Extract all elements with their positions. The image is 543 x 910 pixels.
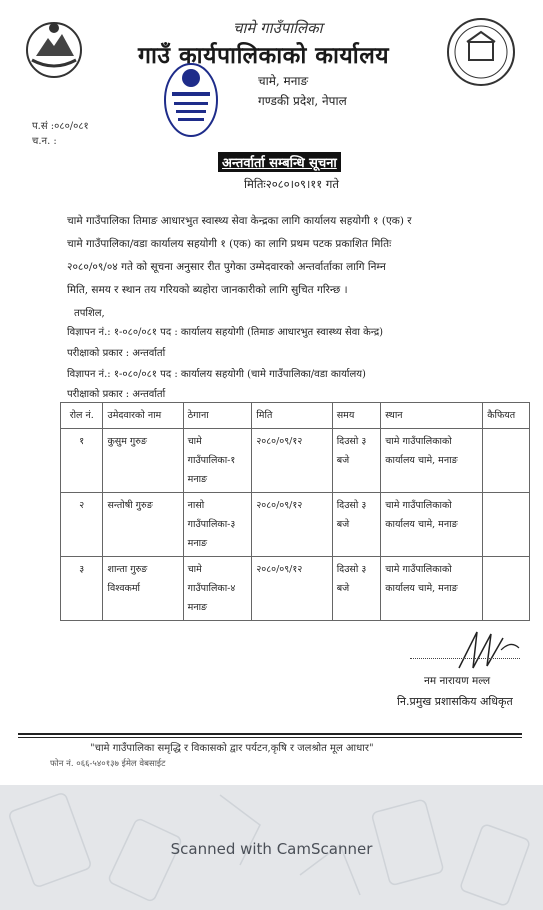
address-line-1: चामे, मनाङ [258,74,309,88]
notice-date: मितिः२०८०।०९।११ गते [244,177,339,191]
table-row [61,557,530,621]
municipality-name: चामे गाउँपालिका [233,19,323,37]
remark-cell [483,493,530,557]
signature-icon [455,628,525,673]
scanner-label: Scanned with CamScanner [170,840,373,858]
paragraph-line: चामे गाउँपालिका/वडा कार्यालय सहयोगी १ (एक) का लागि प्रथम पटक प्रकाशित मितिः [67,238,392,250]
column-header: मिति [252,403,332,429]
table-header-row [61,403,530,429]
advertisement-1: विज्ञापन नं.: १-०८०/०८१ पद : कार्यालय सहयोगी (तिमाङ आधारभुत स्वास्थ्य सेवा केन्द्र) [67,327,384,338]
office-name: गाउँ कार्यपालिकाको कार्यालय [138,42,390,69]
remark-cell [483,557,530,621]
name-cell: सन्तोषी गुरुङ [103,493,183,557]
tapsil-heading: तपशिल, [74,308,105,319]
column-header: कैफियत [483,403,530,429]
time-cell: दिउसो ३ बजे [332,557,381,621]
table-row [61,493,530,557]
signatory-role: नि.प्रमुख प्रशासकिय अधिकृत [397,695,513,708]
office-seal-icon [445,16,517,88]
place-cell: चामे गाउँपालिकाको कार्यालय चामे, मनाङ [381,429,483,493]
signature-line [410,658,520,659]
place-cell: चामे गाउँपालिकाको कार्यालय चामे, मनाङ [381,493,483,557]
address-cell: नासो गाउँपालिका-३ मनाङ [183,493,252,557]
name-cell: शान्ता गुरुङ विश्वकर्मा [103,557,183,621]
date-cell: २०८०/०९/१२ [252,557,332,621]
signatory-name: नम नारायण मल्ल [424,675,491,687]
column-header: स्थान [381,403,483,429]
date-cell: २०८०/०९/१२ [252,493,332,557]
column-header: ठेगाना [183,403,252,429]
footer-contact: फोन नं. ०६६-५४०१३७ ईमेल वेबसाईट [50,759,166,769]
dispatch-number: च.न. : [32,136,57,147]
address-cell: चामे गाउँपालिका-१ मनाङ [183,429,252,493]
roll-cell: ३ [61,557,103,621]
time-cell: दिउसो ३ बजे [332,493,381,557]
paragraph-line: २०८०/०९/०४ गते को सूचना अनुसार रीत पुगेका उम्मेदवारको अन्तर्वार्ताका लागि निम्न [67,261,386,273]
camscanner-watermark-band [0,785,543,910]
time-cell: दिउसो ३ बजे [332,429,381,493]
advertisement-2: विज्ञापन नं.: १-०८०/०८१ पद : कार्यालय सहयोगी (चामे गाउँपालिका/वडा कार्यालय) [67,369,366,380]
column-header: समय [332,403,381,429]
address-cell: चामे गाउँपालिका-४ मनाङ [183,557,252,621]
place-cell: चामे गाउँपालिकाको कार्यालय चामे, मनाङ [381,557,483,621]
column-header: उमेदवारको नाम [103,403,183,429]
notice-paragraph [67,210,499,302]
address-line-2: गण्डकी प्रदेश, नेपाल [258,94,347,108]
paragraph-line: मिति, समय र स्थान तय गरियको ब्यहोरा जानकारीको लागि सुचित गरिन्छ । [67,284,348,296]
reference-number: प.सं :०८०/०८१ [32,121,89,132]
footer-rule [18,733,522,735]
paragraph-line: चामे गाउँपालिका तिमाङ आधारभुत स्वास्थ्य सेवा केन्द्रका लागि कार्यालय सहयोगी १ (एक) र [67,215,412,227]
exam-type-2: परीक्षाको प्रकार : अन्तर्वार्ता [67,389,166,400]
exam-type-1: परीक्षाको प्रकार : अन्तर्वार्ता [67,348,166,359]
name-cell: कुसुम गुरुङ [103,429,183,493]
interview-schedule-table [60,402,530,621]
roll-cell: २ [61,493,103,557]
roll-cell: १ [61,429,103,493]
date-cell: २०८०/०९/१२ [252,429,332,493]
notice-title: अन्तर्वार्ता सम्बन्धि सूचना [218,152,341,172]
table-row [61,429,530,493]
remark-cell [483,429,530,493]
footer-rule-thin [18,737,522,738]
column-header: रोल नं. [61,403,103,429]
footer-slogan: "चामे गाउँपालिका समृद्धि र विकासको द्वार पर्यटन,कृषि र जलश्रोत मूल आधार" [90,743,374,754]
nepal-emblem-icon [22,16,86,80]
office-stamp-icon [162,60,220,142]
